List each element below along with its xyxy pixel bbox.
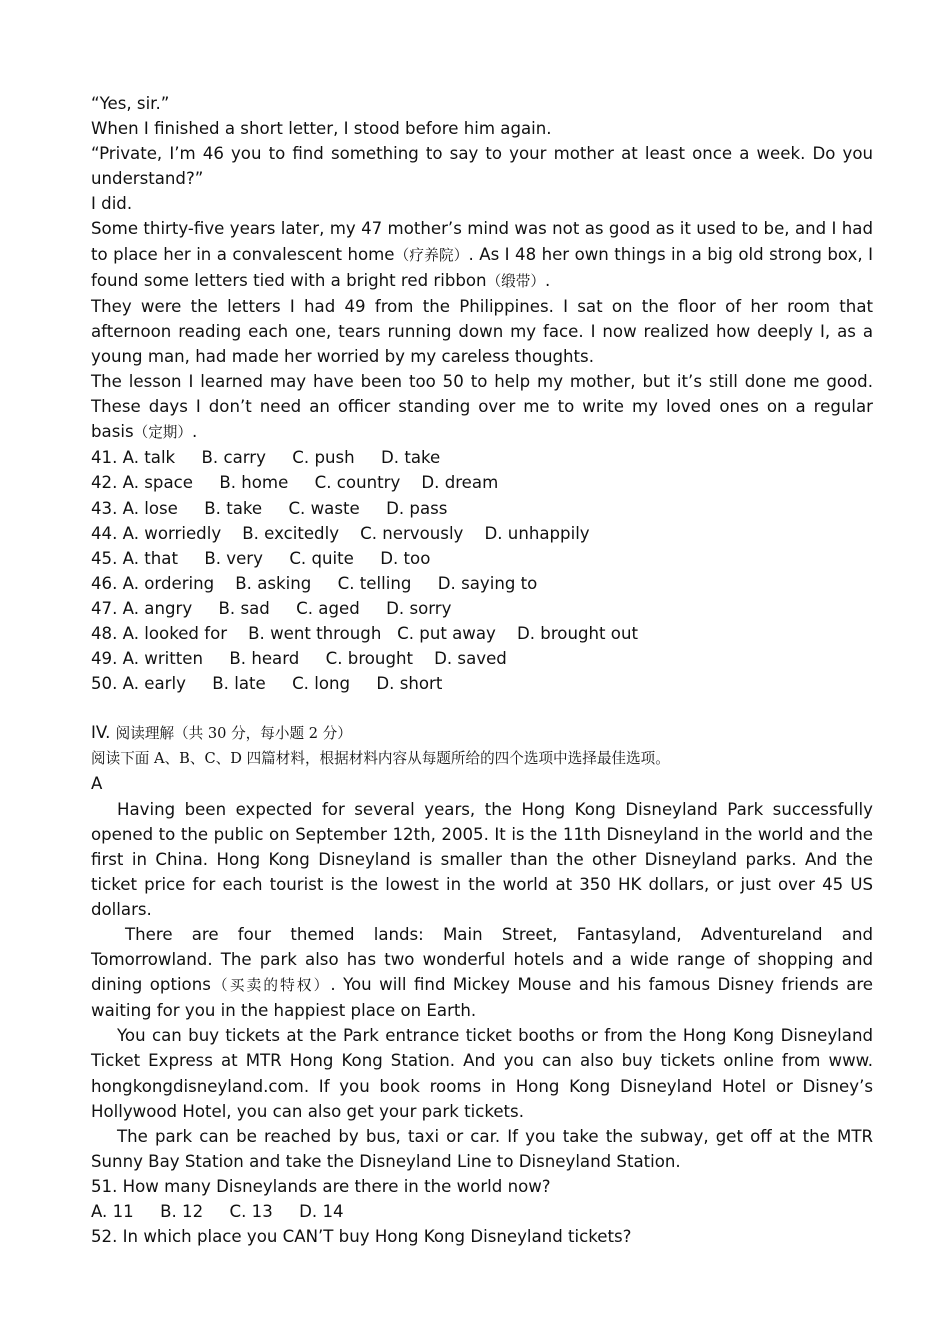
story-paragraph: I did. (91, 194, 133, 214)
chinese-gloss: （疗养院） (394, 246, 469, 264)
section-heading-cn: 阅读理解（共 30 分，每小题 2 分） (115, 725, 352, 743)
passage-text: There are four themed lands: Main Street, Fantasyland, Adventureland and Tomorrowland. The park also has two wonderful hotels and a wide range of shopping and dining options (91, 925, 873, 995)
exam-page (91, 91, 873, 1249)
cloze-option-line: 45. A. that B. very C. quite D. too (91, 548, 431, 568)
cloze-option-line: 42. A. space B. home C. country D. dream (91, 473, 499, 493)
chinese-gloss: （买卖的特权） (210, 977, 331, 995)
section-instructions: 阅读下面 A、B、C、D 四篇材料，根据材料内容从每题所给的四个选项中选择最佳选项。 (91, 750, 670, 768)
cloze-option-line: 43. A. lose B. take C. waste D. pass (91, 498, 448, 518)
chinese-gloss: （缎带） (486, 272, 545, 290)
story-paragraph (91, 369, 873, 445)
spacer (91, 696, 873, 720)
section-heading (91, 720, 873, 746)
passage-label: A (91, 774, 103, 794)
cloze-option-line: 44. A. worriedly B. excitedly C. nervously D. unhappily (91, 523, 590, 543)
story-text: . As I 48 her own things in a big old strong box, I found some letters tied with a bright red ribbon (91, 244, 873, 290)
question-51-options: A. 11 B. 12 C. 13 D. 14 (91, 1202, 344, 1222)
cloze-option-line: 41. A. talk B. carry C. push D. take (91, 448, 441, 468)
story-paragraph: They were the letters I had 49 from the Philippines. I sat on the floor of her room that afternoon reading each one, tears running down my face. I now realized how deeply I, as a young man, had made her worried by my careless thoughts. (91, 296, 873, 366)
story-text: . (192, 422, 198, 442)
passage-paragraph: The park can be reached by bus, taxi or car. If you take the subway, get off at the MTR Sunny Bay Station and take the Disneyland Line to Disneyland Station. (91, 1126, 873, 1171)
story-paragraph (91, 216, 873, 293)
story-text: . (544, 270, 551, 290)
cloze-option-line: 48. A. looked for B. went through C. put away D. brought out (91, 623, 638, 643)
question-52: 52. In which place you CAN’T buy Hong Kong Disneyland tickets? (91, 1227, 632, 1247)
passage-paragraph: You can buy tickets at the Park entrance ticket booths or from the Hong Kong Disneyland Ticket Express at MTR Hong Kong Station. And you can also buy tickets online from www. hongkongdisneyland.com. If you book rooms in Hong Kong Disneyland Hotel or Disney’s Hollywood Hotel, you can also get your park tickets. (91, 1026, 873, 1121)
story-text: The lesson I learned may have been too 50 to help my mother, but it’s still done me good. These days I don’t need an officer standing over me to write my loved ones on a regular basis (91, 372, 873, 442)
question-51: 51. How many Disneylands are there in the world now? (91, 1176, 551, 1196)
cloze-option-line: 49. A. written B. heard C. brought D. saved (91, 649, 507, 669)
cloze-option-line: 46. A. ordering B. asking C. telling D. saying to (91, 573, 538, 593)
chinese-gloss: （定期） (133, 424, 192, 442)
passage-text: . You will find Mickey Mouse and his famous Disney friends are waiting for you in the happiest place on Earth. (91, 975, 873, 1021)
story-text: Some thirty-five years later, my 47 mother’s mind was not as good as it used to be, and I had to place her in a convalescent home (91, 219, 873, 264)
cloze-options-list (91, 445, 873, 696)
section-number: IV. (91, 723, 111, 743)
passage-paragraph: Having been expected for several years, the Hong Kong Disneyland Park successfully opened to the public on September 12th, 2005. It is the 11th Disneyland in the world and the first in China. Hong Kong Disneyland is smaller than the other Disneyland parks. And the ticket price for each tourist is the lowest in the world at 350 HK dollars, or just over 45 US dollars. (91, 799, 873, 919)
story-paragraph: “Private, I’m 46 you to find something to say to your mother at least once a week. Do you understand?” (91, 144, 873, 189)
story-paragraph: “Yes, sir.” (91, 94, 170, 113)
cloze-option-line: 50. A. early B. late C. long D. short (91, 674, 443, 694)
passage-paragraph (91, 922, 873, 1023)
story-paragraph: When I finished a short letter, I stood before him again. (91, 119, 552, 139)
cloze-option-line: 47. A. angry B. sad C. aged D. sorry (91, 598, 452, 618)
